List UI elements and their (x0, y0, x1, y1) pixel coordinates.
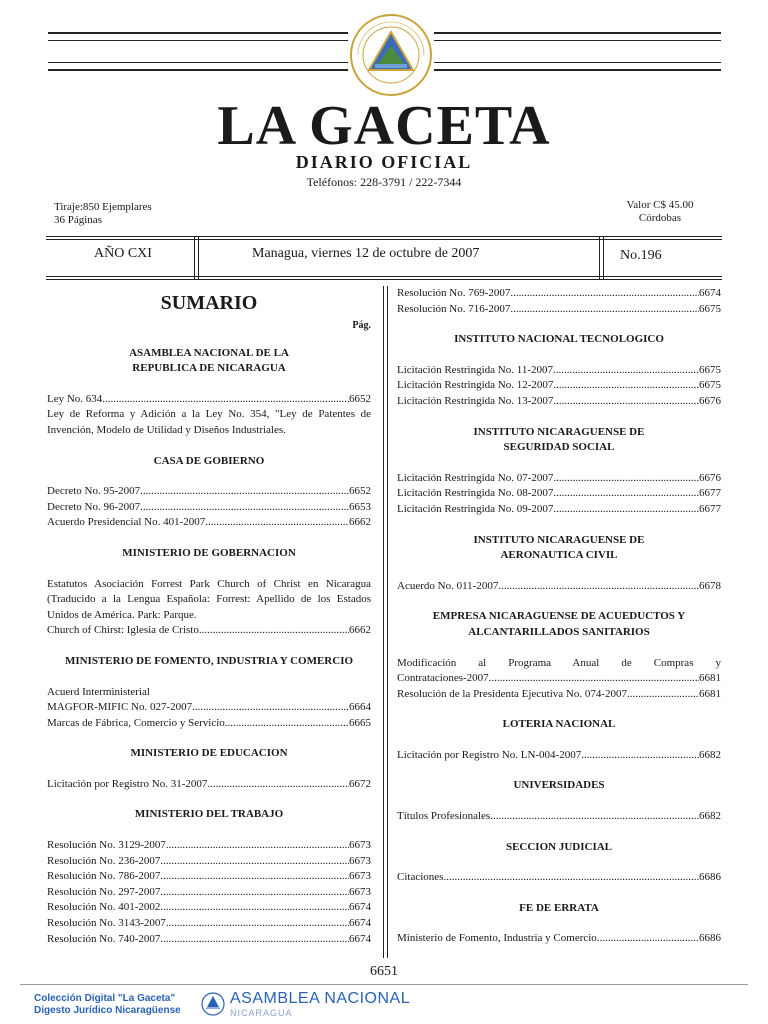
toc-entry-description: Estatutos Asociación Forrest Park Church of Christ en Nicaragua (Traducido a la Lengua Española: Forrest: Apellido de los Estados Unidos de América. Park: Parque. (47, 577, 371, 621)
toc-entry[interactable]: Licitación por Registro No. 31-2007 ..... 6672 (47, 777, 371, 793)
print-run-info (54, 201, 152, 227)
section-heading: UNIVERSIDADES (513, 779, 605, 792)
section-heading: SECCION JUDICIAL (505, 840, 613, 853)
toc-entry[interactable]: Licitación Restringida No. 12-2007 ..... 6675 (397, 378, 721, 394)
issue-date: Managua, viernes 12 de octubre de 2007 (252, 246, 480, 261)
toc-entry-description: Acuerd Interministerial (47, 685, 150, 698)
toc-entry[interactable]: Licitación Restringida No. 09-2007 ..... 6677 (397, 502, 721, 518)
toc-entry[interactable]: Licitación Restringida No. 07-2007 ..... 6676 (397, 471, 721, 487)
newspaper-title: LA GACETA (217, 95, 551, 157)
section-heading: CASA DE GOBIERNO (153, 454, 265, 467)
newspaper-subtitle: DIARIO OFICIAL (295, 152, 473, 172)
toc-entry[interactable]: MAGFOR-MIFIC No. 027-2007 ..... 6664 (47, 700, 371, 716)
section-heading: INSTITUTO NICARAGUENSE DE AERONAUTICA CIVIL (473, 533, 645, 562)
issue-info-bar (46, 236, 722, 280)
section-heading: EMPRESA NICARAGUENSE DE ACUEDUCTOS Y ALCANTARILLADOS SANITARIOS (432, 610, 686, 638)
footer-divider (20, 984, 748, 985)
footer-brand-sub: NICARAGUA (230, 1008, 293, 1018)
toc-entry[interactable]: Decreto No. 96-2007 ..... 6653 (47, 500, 371, 516)
section-heading: FE DE ERRATA (519, 901, 599, 914)
section-heading: MINISTERIO DE GOBERNACION (122, 546, 296, 559)
page-number: 6651 (370, 964, 398, 979)
price-info (600, 199, 720, 225)
summary-left-column (47, 290, 371, 947)
page-count: 36 Páginas (54, 214, 102, 226)
summary-title: SUMARIO (160, 292, 258, 314)
toc-entry[interactable]: Contrataciones-2007 ..... 6681 (397, 671, 721, 687)
toc-entry[interactable]: Resolución No. 297-2007 ..... 6673 (47, 885, 371, 901)
toc-entry[interactable]: Resolución No. 236-2007 ..... 6673 (47, 854, 371, 870)
currency: Córdobas (638, 212, 682, 224)
toc-entry[interactable]: Resolución No. 3143-2007 ..... 6674 (47, 916, 371, 932)
toc-entry[interactable]: Resolución No. 769-2007 ..... 6674 (397, 286, 721, 302)
footer-collection (34, 993, 181, 1017)
toc-entry[interactable]: Decreto No. 95-2007 ..... 6652 (47, 484, 371, 500)
footer-collection-line1: Colección Digital "La Gaceta" (34, 993, 176, 1004)
footer-brand (230, 990, 410, 1018)
toc-entry[interactable]: Acuerdo No. 011-2007 ..... 6678 (397, 579, 721, 595)
toc-entry[interactable]: Licitación por Registro No. LN-004-2007 ..... 6682 (397, 748, 721, 764)
toc-entry[interactable]: Licitación Restringida No. 08-2007 ..... 6677 (397, 486, 721, 502)
section-heading: ASAMBLEA NACIONAL DE LA REPUBLICA DE NICARAGUA (129, 346, 289, 375)
toc-entry-description: Modificación al Programa Anual de Compras y (397, 656, 721, 669)
coat-of-arms-seal (348, 12, 434, 98)
toc-entry[interactable]: Citaciones ..... 6686 (397, 870, 721, 886)
section-heading: MINISTERIO DE FOMENTO, INDUSTRIA Y COMERCIO (64, 654, 354, 667)
issue-year: AÑO CXI (94, 246, 152, 261)
phone-numbers: Teléfonos: 228-3791 / 222-7344 (306, 175, 462, 189)
section-heading: INSTITUTO NACIONAL TECNOLOGICO (454, 333, 664, 346)
toc-entry[interactable]: Resolución No. 786-2007 ..... 6673 (47, 869, 371, 885)
toc-entry[interactable]: Ministerio de Fomento, Industria y Comercio ..... 6686 (397, 931, 721, 947)
section-heading: MINISTERIO DE EDUCACION (130, 747, 288, 760)
toc-entry[interactable]: Resolución de la Presidenta Ejecutiva No. 074-2007 ..... 6681 (397, 687, 721, 703)
toc-entry[interactable]: Títulos Profesionales ..... 6682 (397, 809, 721, 825)
assembly-logo-icon (201, 992, 225, 1016)
section-heading: INSTITUTO NICARAGUENSE DE SEGURIDAD SOCIAL (473, 425, 645, 454)
page-column-header: Pág. (352, 320, 371, 331)
toc-entry[interactable]: Resolución No. 3129-2007 ..... 6673 (47, 838, 371, 854)
summary-right-column (397, 286, 721, 947)
column-divider (383, 286, 384, 958)
toc-entry[interactable]: Licitación Restringida No. 11-2007 ..... 6675 (397, 363, 721, 379)
toc-entry[interactable]: Resolución No. 401-2002 ..... 6674 (47, 900, 371, 916)
section-heading: MINISTERIO DEL TRABAJO (134, 808, 284, 821)
toc-entry-description: Ley de Reforma y Adición a la Ley No. 354, "Ley de Patentes de Invención, Modelo de Utilidad y Diseños Industriales. (47, 408, 371, 436)
toc-entry[interactable]: Resolución No. 716-2007 ..... 6675 (397, 302, 721, 318)
toc-entry[interactable]: Resolución No. 740-2007 ..... 6674 (47, 932, 371, 948)
issue-number: No.196 (620, 248, 662, 263)
toc-entry[interactable]: Church of Chirst: Iglesia de Cristo ..... 6662 (47, 623, 371, 639)
toc-entry[interactable]: Marcas de Fábrica, Comercio y Servicio ..... 6665 (47, 716, 371, 732)
section-heading: LOTERIA NACIONAL (502, 718, 616, 731)
toc-entry[interactable]: Acuerdo Presidencial No. 401-2007 ..... 6662 (47, 515, 371, 531)
footer-collection-line2: Digesto Jurídico Nicaragüense (34, 1005, 181, 1016)
price: Valor C$ 45.00 (626, 199, 694, 211)
footer-brand-name: ASAMBLEA NACIONAL (230, 990, 411, 1007)
print-run: Tiraje:850 Ejemplares (54, 201, 152, 213)
toc-entry[interactable]: Licitación Restringida No. 13-2007 ..... 6676 (397, 394, 721, 410)
toc-entry[interactable]: Ley No. 634 ..... 6652 (47, 392, 371, 408)
column-divider-inner (387, 286, 388, 958)
